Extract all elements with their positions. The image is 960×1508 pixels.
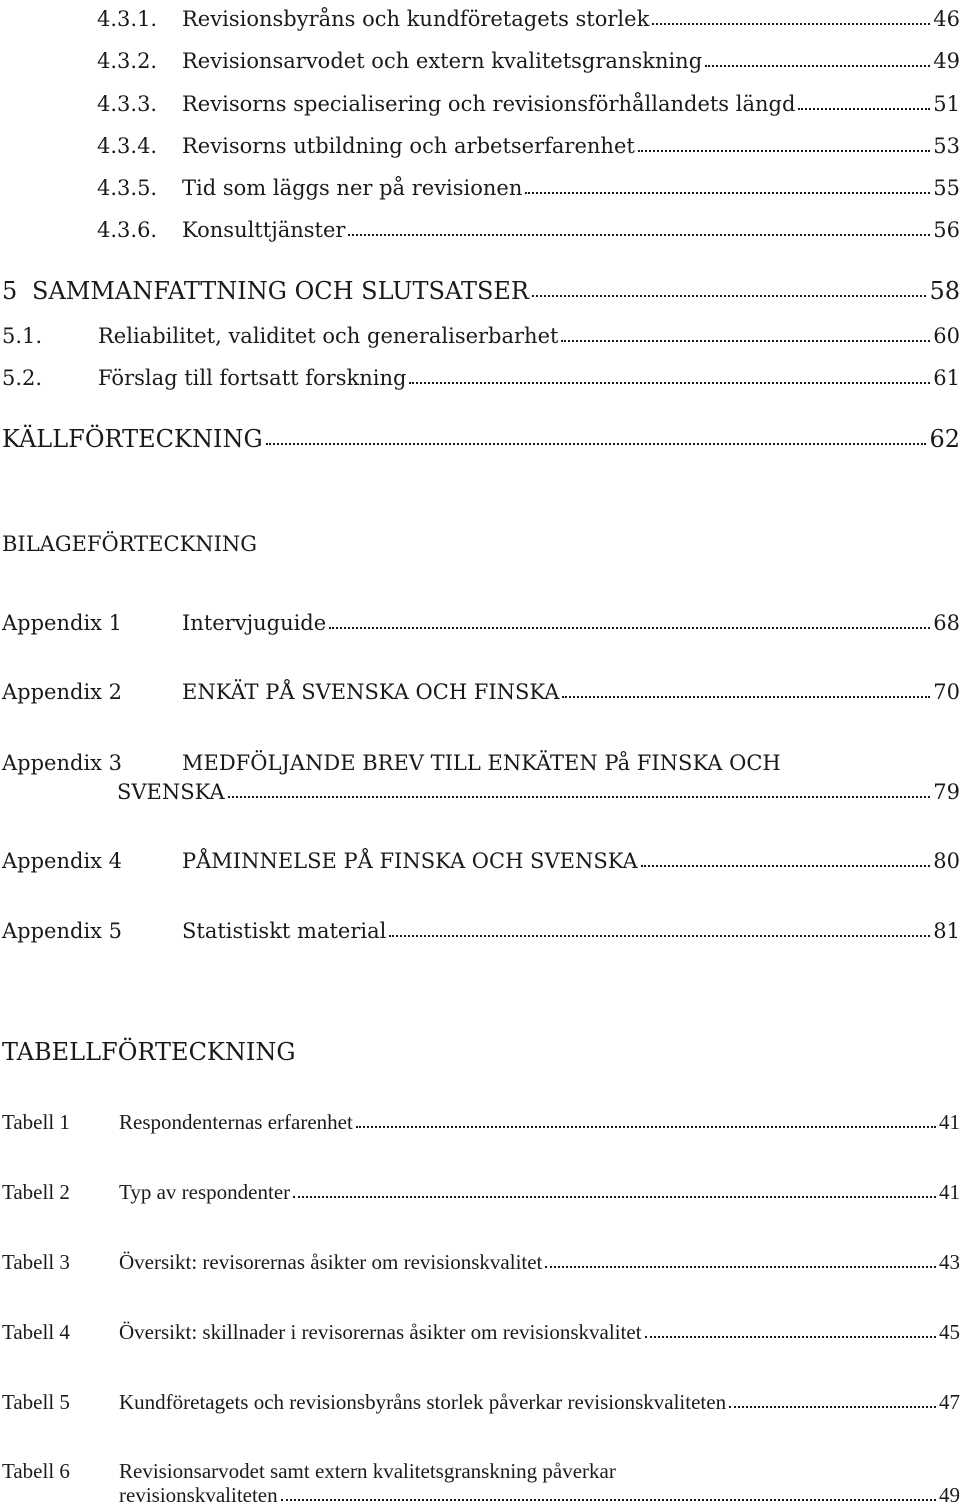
dot-leader xyxy=(348,234,930,236)
toc-number: 4.3.1. xyxy=(97,7,158,31)
appendix-title: Statistiskt material xyxy=(182,919,387,943)
toc-title: Tid som läggs ner på revisionen xyxy=(182,176,523,200)
table-title: Respondenternas erfarenhet xyxy=(119,1110,353,1134)
toc-number: 4.3.3. xyxy=(97,92,158,116)
table-page: 41 xyxy=(939,1180,960,1204)
appendix-entry-continuation[interactable] xyxy=(0,765,960,805)
toc-page: 62 xyxy=(929,425,960,452)
toc-title: Reliabilitet, validitet och generaliserbarhet xyxy=(98,324,559,348)
table-page: 43 xyxy=(939,1250,960,1274)
appendix-page: 80 xyxy=(933,849,960,873)
table-entry[interactable] xyxy=(0,1165,960,1205)
dot-leader xyxy=(561,340,930,342)
toc-title: Revisorns specialisering och revisionsförhållandets längd xyxy=(182,92,796,116)
table-page: 47 xyxy=(939,1390,960,1414)
appendix-page: 70 xyxy=(933,680,960,704)
table-label: Tabell 4 xyxy=(2,1320,70,1344)
toc-page: 51 xyxy=(933,92,960,116)
table-label: Tabell 6 xyxy=(2,1459,70,1483)
dot-leader xyxy=(409,382,930,384)
appendix-label: Appendix 1 xyxy=(2,611,123,635)
dot-leader xyxy=(281,1499,936,1501)
dot-leader xyxy=(228,796,931,798)
appendix-page: 68 xyxy=(933,611,960,635)
table-title-continuation: revisionskvaliteten xyxy=(119,1483,278,1507)
toc-number: 5 xyxy=(2,277,18,304)
appendix-label: Appendix 4 xyxy=(2,849,123,873)
appendix-label: Appendix 2 xyxy=(2,680,123,704)
dot-leader xyxy=(266,443,927,445)
toc-page: 60 xyxy=(933,324,960,348)
appendix-title-continuation: SVENSKA xyxy=(117,780,225,804)
toc-title: KÄLLFÖRTECKNING xyxy=(2,425,263,452)
toc-page: 55 xyxy=(933,176,960,200)
toc-number: 5.2. xyxy=(2,366,43,390)
appendix-title: MEDFÖLJANDE BREV TILL ENKÄTEN På FINSKA OCH xyxy=(182,751,781,775)
toc-number: 4.3.5. xyxy=(97,176,158,200)
table-label: Tabell 2 xyxy=(2,1180,70,1204)
appendix-page: 81 xyxy=(933,919,960,943)
toc-page: 61 xyxy=(933,366,960,390)
dot-leader xyxy=(293,1196,936,1198)
table-page: 49 xyxy=(939,1483,960,1507)
dot-leader xyxy=(638,150,930,152)
toc-page: 53 xyxy=(933,134,960,158)
toc-entry-chapter[interactable] xyxy=(0,264,960,304)
toc-number: 5.1. xyxy=(2,324,43,348)
toc-number: 4.3.2. xyxy=(97,49,158,73)
appendix-entry[interactable] xyxy=(0,665,960,705)
dot-leader xyxy=(645,1336,936,1338)
dot-leader xyxy=(798,108,930,110)
dot-leader xyxy=(532,295,926,297)
dot-leader xyxy=(641,865,931,867)
table-title: Kundföretagets och revisionsbyråns storlek påverkar revisionskvaliteten xyxy=(119,1390,727,1414)
toc-entry[interactable] xyxy=(0,119,960,159)
toc-page: 58 xyxy=(929,277,960,304)
toc-page: 56 xyxy=(933,218,960,242)
dot-leader xyxy=(729,1406,936,1408)
toc-entry-chapter[interactable] xyxy=(0,412,960,452)
dot-leader xyxy=(545,1266,936,1268)
table-page: 45 xyxy=(939,1320,960,1344)
dot-leader xyxy=(356,1126,936,1128)
toc-title: Förslag till fortsatt forskning xyxy=(98,366,407,390)
toc-number: 4.3.4. xyxy=(97,134,158,158)
toc-entry[interactable] xyxy=(0,203,960,243)
table-title: Översikt: skillnader i revisorernas åsikter om revisionskvalitet xyxy=(119,1320,642,1344)
appendix-page: 79 xyxy=(933,780,960,804)
table-title: Typ av respondenter xyxy=(119,1180,291,1204)
table-entry[interactable] xyxy=(0,1235,960,1275)
toc-entry[interactable] xyxy=(0,161,960,201)
table-list-heading: TABELLFÖRTECKNING xyxy=(2,1038,296,1066)
appendix-title: PÅMINNELSE PÅ FINSKA OCH SVENSKA xyxy=(182,849,638,873)
table-label: Tabell 3 xyxy=(2,1250,70,1274)
dot-leader xyxy=(525,192,930,194)
appendix-entry[interactable] xyxy=(0,596,960,636)
table-title: Revisionsarvodet samt extern kvalitetsgranskning påverkar xyxy=(119,1459,616,1483)
toc-entry[interactable] xyxy=(0,351,960,391)
dot-leader xyxy=(562,696,930,698)
appendix-title: Intervjuguide xyxy=(182,611,327,635)
toc-entry[interactable] xyxy=(0,34,960,74)
toc-entry[interactable] xyxy=(0,77,960,117)
dot-leader xyxy=(389,935,930,937)
appendix-label: Appendix 3 xyxy=(2,751,123,775)
dot-leader xyxy=(652,23,930,25)
appendix-title: ENKÄT PÅ SVENSKA OCH FINSKA xyxy=(182,680,560,704)
table-page: 41 xyxy=(939,1110,960,1134)
appendix-heading: BILAGEFÖRTECKNING xyxy=(2,532,258,556)
toc-page: 49 xyxy=(933,49,960,73)
toc-title: Konsulttjänster xyxy=(182,218,346,242)
toc-number: 4.3.6. xyxy=(97,218,158,242)
table-entry[interactable] xyxy=(0,1375,960,1415)
toc-title: SAMMANFATTNING OCH SLUTSATSER xyxy=(32,277,529,304)
toc-page: 46 xyxy=(933,7,960,31)
toc-title: Revisionsbyråns och kundföretagets storlek xyxy=(182,7,650,31)
dot-leader xyxy=(705,65,930,67)
toc-title: Revisorns utbildning och arbetserfarenhet xyxy=(182,134,635,158)
table-label: Tabell 5 xyxy=(2,1390,70,1414)
table-entry[interactable] xyxy=(0,1095,960,1135)
toc-entry[interactable] xyxy=(0,309,960,349)
appendix-entry[interactable] xyxy=(0,834,960,874)
toc-title: Revisionsarvodet och extern kvalitetsgranskning xyxy=(182,49,703,73)
dot-leader xyxy=(329,627,930,629)
appendix-entry[interactable] xyxy=(0,904,960,944)
toc-entry[interactable] xyxy=(0,0,960,32)
table-entry[interactable] xyxy=(0,1305,960,1345)
table-entry-continuation[interactable] xyxy=(0,1468,960,1508)
appendix-label: Appendix 5 xyxy=(2,919,123,943)
table-label: Tabell 1 xyxy=(2,1110,70,1134)
table-title: Översikt: revisorernas åsikter om revisionskvalitet xyxy=(119,1250,543,1274)
